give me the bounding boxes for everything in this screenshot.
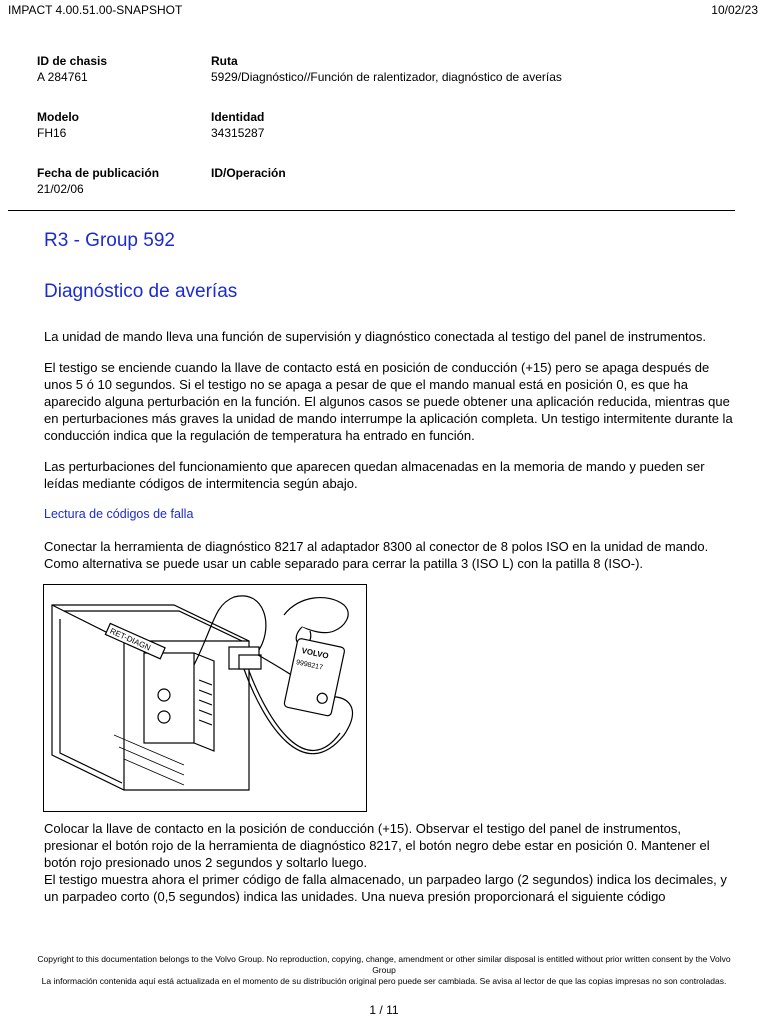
chassis-id-value: A 284761 (37, 70, 88, 84)
model-label: Modelo (37, 110, 79, 124)
paragraph-stored-faults: Las perturbaciones del funcionamiento que aparecen quedan almacenadas en la memoria de mando y pueden ser leídas mediante códigos de intermitencia según abajo. (44, 459, 705, 491)
model-value: FH16 (37, 126, 67, 140)
paragraph-read-codes (44, 820, 734, 905)
volvo-logo-label: VOLVO (300, 646, 330, 661)
document-metadata (37, 54, 737, 222)
meta-row-3 (37, 166, 737, 222)
disclaimer-notice: La información contenida aquí está actualizada en el momento de su distribución original pero puede ser cambiada. Se avisa al lector de que las copias impresas no son controladas. (41, 976, 727, 986)
meta-row-1 (37, 54, 737, 110)
chassis-id-label: ID de chasis (37, 54, 108, 68)
print-date: 10/02/23 (711, 3, 758, 17)
paragraph-read-codes-part-1: Colocar la llave de contacto en la posición de conducción (+15). Observar el testigo del panel de instrumentos, presionar el botón rojo de la herramienta de diagnóstico 8217, el botón negro debe estar en posición 0. Mantener el botón rojo presionado unos 2 segundos y soltarlo luego. (44, 821, 710, 870)
paragraph-connect-tool: Conectar la herramienta de diagnóstico 8217 al adaptador 8300 al conector de 8 polos ISO en la unidad de mando. Como alternativa se puede usar un cable separado para cerrar la patilla 3 (ISO L) con la patilla 8 (ISO-). (44, 539, 709, 571)
section-title: Diagnóstico de averías (44, 281, 238, 302)
header-divider (8, 210, 735, 211)
identity-label: Identidad (211, 110, 265, 124)
operation-id-label: ID/Operación (211, 166, 286, 180)
app-title: IMPACT 4.00.51.00-SNAPSHOT (8, 3, 183, 17)
paragraph-read-codes-part-2: El testigo muestra ahora el primer código de falla almacenado, un parpadeo largo (2 segundos) indica los decimales, y un parpadeo corto (0,5 segundos) indica las unidades. Una nueva presión proporcionará el siguiente código (44, 872, 727, 904)
paragraph-warning-lamp: El testigo se enciende cuando la llave de contacto está en posición de conducción (+15) pero se apaga después de unos 5 ó 10 segundos. Si el testigo no se apaga a pesar de que el mando manual está en posición 0, es que ha aparecido alguna perturbación en la función. El algunos casos se puede obtener una aplicación reducida, mientras que en perturbaciones más graves la unidad de mando interrumpe la aplicación completa. Un testigo intermitente durante la conducción indica que la regulación de temperatura ha entrado en función. (44, 360, 733, 443)
identity-value: 34315287 (211, 126, 265, 140)
group-title: R3 - Group 592 (44, 230, 175, 251)
footer-notice (30, 954, 738, 987)
route-label: Ruta (211, 54, 238, 68)
copyright-notice: Copyright to this documentation belongs to the Volvo Group. No reproduction, copying, change, amendment or other similar disposal is entitled without prior written consent by the Volvo Group (37, 954, 731, 975)
meta-row-2 (37, 110, 737, 166)
publication-date-value: 21/02/06 (37, 182, 84, 196)
tool-number-label: 9998217 (295, 659, 324, 672)
publication-date-label: Fecha de publicación (37, 166, 160, 180)
diagnostic-tool-illustration (43, 584, 367, 812)
top-bar (8, 3, 758, 19)
paragraph-supervision: La unidad de mando lleva una función de supervisión y diagnóstico conectada al testigo del panel de instrumentos. (44, 329, 706, 344)
subheading-fault-codes: Lectura de códigos de falla (44, 507, 194, 521)
page-number: 1 / 11 (369, 1003, 399, 1017)
route-value: 5929/Diagnóstico//Función de ralentizador, diagnóstico de averías (211, 70, 562, 84)
ret-diag-tag-label: RET-DIAGN (108, 626, 153, 653)
